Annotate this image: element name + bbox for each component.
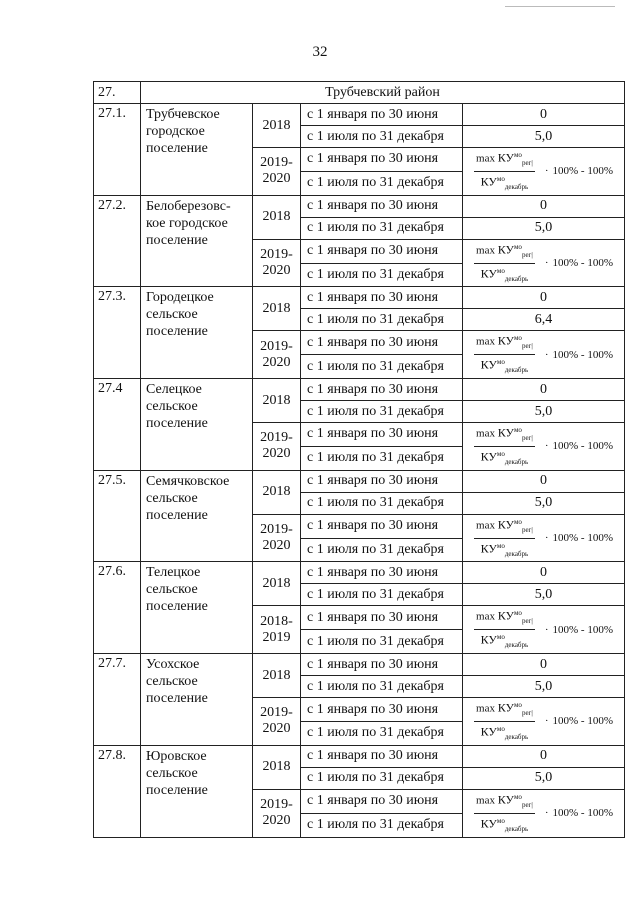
period-cell: с 1 января по 30 июня <box>301 148 463 172</box>
formula-cell <box>463 148 625 196</box>
period-cell: с 1 июля по 31 декабря <box>301 446 463 470</box>
settlement-row-first <box>94 104 625 126</box>
year-cell: 2018 <box>253 470 301 514</box>
period-cell: с 1 января по 30 июня <box>301 239 463 263</box>
growth-formula <box>463 606 624 653</box>
period-cell: с 1 июля по 31 декабря <box>301 355 463 379</box>
settlement-number: 27.1. <box>94 104 141 196</box>
value-cell: 0 <box>463 745 625 767</box>
settlement-name: Белоберезовс-кое городское поселение <box>141 195 253 287</box>
period-cell: с 1 января по 30 июня <box>301 562 463 584</box>
settlement-row-first <box>94 379 625 401</box>
formula-denominator: $КУ^{мо}_{декабрь}$ <box>480 357 529 375</box>
formula-denominator: $КУ^{мо}_{декабрь}$ <box>480 632 529 650</box>
value-cell: 0 <box>463 104 625 126</box>
formula-cell <box>463 331 625 379</box>
formula-fraction <box>474 331 535 378</box>
formula-denominator: $КУ^{мо}_{декабрь}$ <box>480 266 529 283</box>
value-cell: 0 <box>463 470 625 492</box>
value-cell: 0 <box>463 195 625 217</box>
formula-times: · <box>544 348 549 361</box>
year-cell: 2019-2020 <box>253 514 301 562</box>
period-cell: с 1 января по 30 июня <box>301 789 463 813</box>
period-cell: с 1 июля по 31 декабря <box>301 126 463 148</box>
period-cell: с 1 июля по 31 декабря <box>301 401 463 423</box>
formula-tail: 100% - 100% <box>552 165 613 178</box>
settlement-row-first <box>94 654 625 676</box>
growth-formula <box>463 331 624 378</box>
period-cell: с 1 января по 30 июня <box>301 654 463 676</box>
district-row <box>94 82 625 104</box>
formula-numerator: $\max КУ^{мо}_{рег|}$ <box>474 606 535 630</box>
settlement-name: Семячковское сельское поселение <box>141 470 253 562</box>
formula-numerator: $\max КУ^{мо}_{рег|}$ <box>474 148 535 172</box>
period-cell: с 1 января по 30 июня <box>301 331 463 355</box>
settlement-row-first <box>94 195 625 217</box>
period-cell: с 1 июля по 31 декабря <box>301 630 463 654</box>
year-cell: 2019-2020 <box>253 148 301 196</box>
formula-cell <box>463 239 625 287</box>
formula-fraction <box>474 790 535 837</box>
value-cell: 5,0 <box>463 126 625 148</box>
year-cell: 2018 <box>253 654 301 698</box>
period-cell: с 1 июля по 31 декабря <box>301 584 463 606</box>
growth-formula <box>463 423 624 470</box>
period-cell: с 1 января по 30 июня <box>301 379 463 401</box>
settlement-number: 27.6. <box>94 562 141 654</box>
page-number: 32 <box>312 44 328 60</box>
year-cell: 2018 <box>253 562 301 606</box>
tariff-table <box>93 81 625 838</box>
period-cell: с 1 июля по 31 декабря <box>301 538 463 562</box>
formula-cell <box>463 698 625 746</box>
formula-fraction <box>474 515 535 562</box>
formula-fraction <box>474 606 535 653</box>
period-cell: с 1 июля по 31 декабря <box>301 813 463 837</box>
period-cell: с 1 января по 30 июня <box>301 606 463 630</box>
period-cell: с 1 января по 30 июня <box>301 470 463 492</box>
formula-times: · <box>544 807 549 820</box>
value-cell: 5,0 <box>463 217 625 239</box>
formula-denominator: $КУ^{мо}_{декабрь}$ <box>480 816 529 833</box>
value-cell: 6,4 <box>463 309 625 331</box>
formula-times: · <box>544 715 549 728</box>
growth-formula <box>463 698 624 745</box>
formula-tail: 100% - 100% <box>552 807 613 820</box>
settlement-name: Городецкое сельское поселение <box>141 287 253 379</box>
settlement-row-first <box>94 562 625 584</box>
value-cell: 5,0 <box>463 401 625 423</box>
formula-fraction <box>474 240 535 287</box>
growth-formula <box>463 148 624 195</box>
period-cell: с 1 июля по 31 декабря <box>301 309 463 331</box>
value-cell: 0 <box>463 379 625 401</box>
period-cell: с 1 июля по 31 декабря <box>301 171 463 195</box>
period-cell: с 1 июля по 31 декабря <box>301 721 463 745</box>
settlement-number: 27.4 <box>94 379 141 471</box>
period-cell: с 1 января по 30 июня <box>301 514 463 538</box>
formula-tail: 100% - 100% <box>552 623 613 636</box>
settlement-name: Телецкое сельское поселение <box>141 562 253 654</box>
settlement-number: 27.2. <box>94 195 141 287</box>
formula-times: · <box>544 440 549 453</box>
period-cell: с 1 июля по 31 декабря <box>301 767 463 789</box>
formula-numerator: $\max КУ^{мо}_{рег|}$ <box>474 423 535 447</box>
year-cell: 2019-2020 <box>253 698 301 746</box>
formula-tail: 100% - 100% <box>552 257 613 270</box>
formula-tail: 100% - 100% <box>552 715 613 728</box>
district-name: Трубчевский район <box>141 82 625 104</box>
formula-fraction <box>474 148 535 195</box>
growth-formula <box>463 240 624 287</box>
value-cell: 5,0 <box>463 492 625 514</box>
period-cell: с 1 июля по 31 декабря <box>301 492 463 514</box>
formula-tail: 100% - 100% <box>552 532 613 545</box>
value-cell: 0 <box>463 654 625 676</box>
year-cell: 2019-2020 <box>253 789 301 837</box>
settlement-row-first <box>94 470 625 492</box>
formula-cell <box>463 789 625 837</box>
formula-fraction <box>474 698 535 745</box>
value-cell: 0 <box>463 562 625 584</box>
period-cell: с 1 января по 30 июня <box>301 287 463 309</box>
year-cell: 2019-2020 <box>253 423 301 471</box>
formula-numerator: $\max КУ^{мо}_{рег|}$ <box>474 515 535 539</box>
period-cell: с 1 июля по 31 декабря <box>301 676 463 698</box>
period-cell: с 1 июля по 31 декабря <box>301 217 463 239</box>
formula-denominator: $КУ^{мо}_{декабрь}$ <box>480 724 529 741</box>
formula-cell <box>463 606 625 654</box>
district-number: 27. <box>94 82 141 104</box>
value-cell: 5,0 <box>463 676 625 698</box>
settlement-number: 27.7. <box>94 654 141 746</box>
formula-cell <box>463 514 625 562</box>
formula-tail: 100% - 100% <box>552 440 613 453</box>
year-cell: 2018 <box>253 379 301 423</box>
formula-denominator: $КУ^{мо}_{декабрь}$ <box>480 541 529 558</box>
year-cell: 2019-2020 <box>253 239 301 287</box>
period-cell: с 1 января по 30 июня <box>301 195 463 217</box>
period-cell: с 1 июля по 31 декабря <box>301 263 463 287</box>
formula-numerator: $\max КУ^{мо}_{рег|}$ <box>474 331 535 355</box>
period-cell: с 1 января по 30 июня <box>301 423 463 447</box>
growth-formula <box>463 790 624 837</box>
period-cell: с 1 января по 30 июня <box>301 698 463 722</box>
formula-numerator: $\max КУ^{мо}_{рег|}$ <box>474 790 535 814</box>
growth-formula <box>463 515 624 562</box>
formula-numerator: $\max КУ^{мо}_{рег|}$ <box>474 698 535 722</box>
settlement-name: Селецкое сельское поселение <box>141 379 253 471</box>
formula-times: · <box>544 623 549 636</box>
settlement-number: 27.5. <box>94 470 141 562</box>
settlement-name: Трубчевское городское поселение <box>141 104 253 196</box>
year-cell: 2018 <box>253 195 301 239</box>
value-cell: 0 <box>463 287 625 309</box>
formula-cell <box>463 423 625 471</box>
settlement-row-first <box>94 287 625 309</box>
year-cell: 2018 <box>253 104 301 148</box>
formula-times: · <box>544 257 549 270</box>
period-cell: с 1 января по 30 июня <box>301 745 463 767</box>
settlement-number: 27.3. <box>94 287 141 379</box>
formula-times: · <box>544 532 549 545</box>
period-cell: с 1 января по 30 июня <box>301 104 463 126</box>
top-rule <box>505 6 615 7</box>
year-cell: 2018 <box>253 287 301 331</box>
value-cell: 5,0 <box>463 767 625 789</box>
formula-times: · <box>544 165 549 178</box>
value-cell: 5,0 <box>463 584 625 606</box>
formula-denominator: $КУ^{мо}_{декабрь}$ <box>480 174 529 191</box>
year-cell: 2019-2020 <box>253 331 301 379</box>
formula-tail: 100% - 100% <box>552 348 613 361</box>
year-cell: 2018-2019 <box>253 606 301 654</box>
formula-fraction <box>474 423 535 470</box>
settlement-row-first <box>94 745 625 767</box>
year-cell: 2018 <box>253 745 301 789</box>
settlement-name: Юровское сельское поселение <box>141 745 253 837</box>
formula-denominator: $КУ^{мо}_{декабрь}$ <box>480 449 529 466</box>
settlement-number: 27.8. <box>94 745 141 837</box>
settlement-name: Усохское сельское поселение <box>141 654 253 746</box>
formula-numerator: $\max КУ^{мо}_{рег|}$ <box>474 240 535 264</box>
